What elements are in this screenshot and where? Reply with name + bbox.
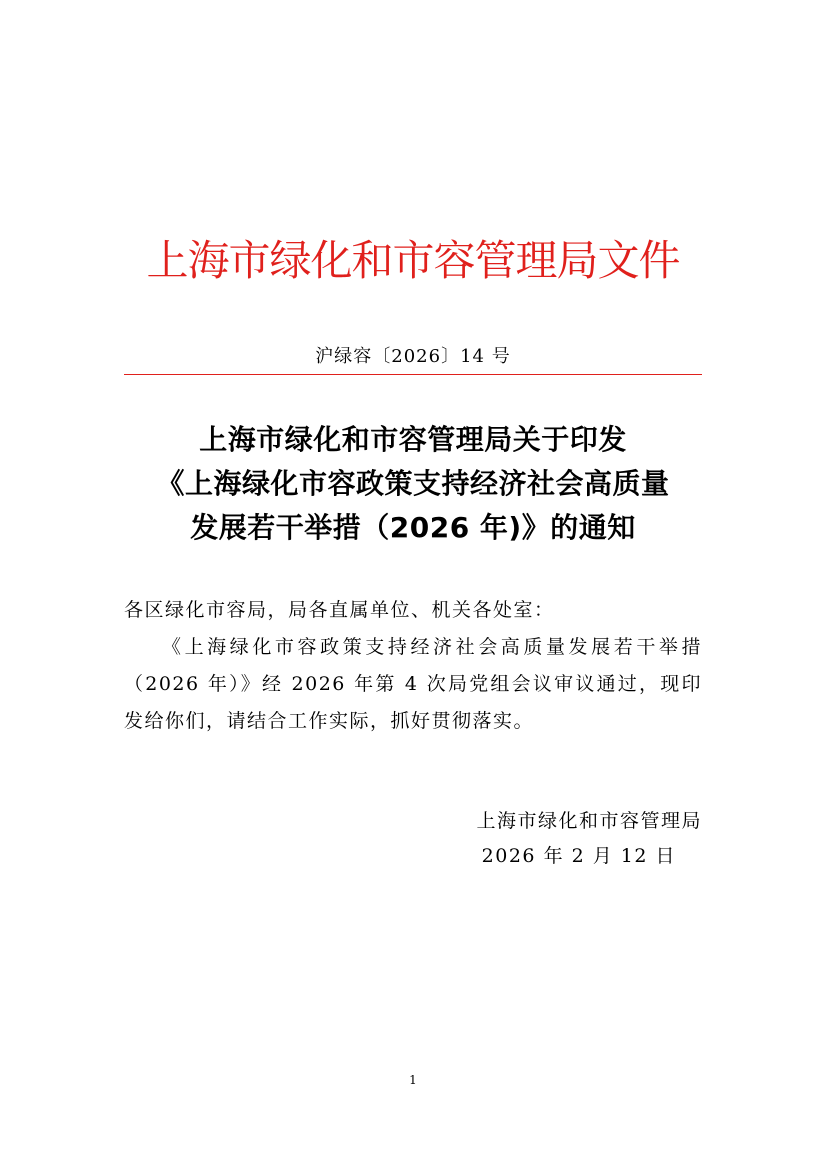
title-line-2: 《上海绿化市容政策支持经济社会高质量 (156, 467, 670, 500)
title-line-1: 上海市绿化和市容管理局关于印发 (199, 423, 627, 456)
document-title (124, 418, 702, 550)
addressee-line: 各区绿化市容局，局各直属单位、机关各处室： (124, 599, 555, 621)
document-number: 沪绿容〔2026〕14 号 (315, 346, 511, 367)
document-body (124, 592, 702, 740)
signature-block (400, 804, 702, 874)
body-paragraph: 《上海绿化市容政策支持经济社会高质量发展若干举措（2026 年）》经 2026 年第 4 次局党组会议审议通过，现印发给你们，请结合工作实际，抓好贯彻落实。 (124, 636, 702, 732)
red-divider-line (124, 374, 702, 375)
signing-organization: 上海市绿化和市容管理局 (476, 810, 702, 832)
signing-date: 2026 年 2 月 12 日 (481, 845, 676, 867)
issuer-masthead: 上海市绿化和市容管理局文件 (146, 236, 680, 285)
title-line-3: 发展若干举措（2026 年)》的通知 (190, 511, 636, 544)
page-number: 1 (409, 1073, 417, 1087)
